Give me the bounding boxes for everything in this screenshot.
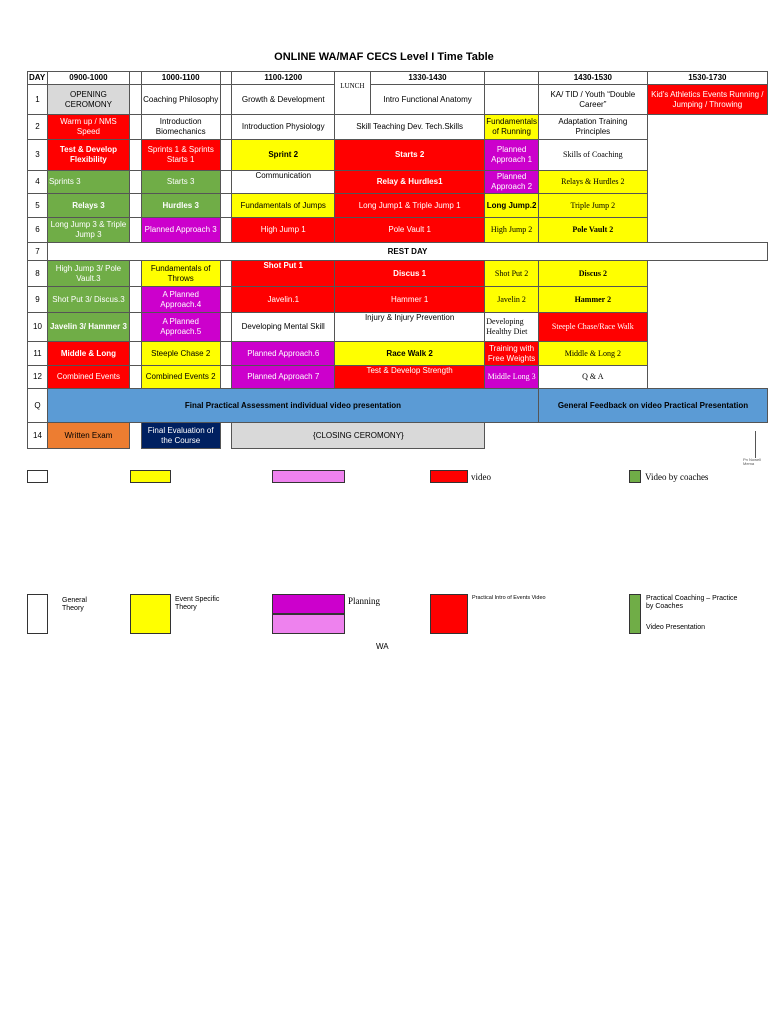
cell-middle-long: Middle & Long bbox=[47, 342, 129, 366]
day-number: 11 bbox=[28, 342, 48, 366]
cell-discus-2: Discus 2 bbox=[538, 261, 647, 287]
cell-sprints-3: Sprints 3 bbox=[47, 171, 129, 194]
cell-combined-events: Combined Events bbox=[47, 366, 129, 389]
day-number: 7 bbox=[28, 243, 48, 261]
legend-practical-coaching-swatch bbox=[629, 594, 641, 634]
header-slot1: 0900-1000 bbox=[47, 72, 129, 85]
header-slot4: 1330-1430 bbox=[370, 72, 485, 85]
header-slot3: 1100-1200 bbox=[232, 72, 335, 85]
legend-general-label: General Theory bbox=[62, 597, 87, 613]
cell-pole-vault-1: Pole Vault 1 bbox=[335, 218, 485, 243]
cell-planned-approach-6: Planned Approach.6 bbox=[232, 342, 335, 366]
cell-javelin-3: Javelin 3/ Hammer 3 bbox=[47, 313, 129, 342]
cell-planned-approach-2: Planned Approach 2 bbox=[485, 171, 539, 194]
final-assessment: Final Practical Assessment individual video presentation bbox=[47, 389, 538, 423]
day-row-2 bbox=[28, 115, 768, 140]
cell-written-exam: Written Exam bbox=[47, 423, 129, 449]
cell-planned-approach-3: Planned Approach 3 bbox=[141, 218, 220, 243]
cell-skill-teaching: Skill Teaching Dev. Tech.Skills bbox=[335, 115, 485, 140]
cell-long-triple-jump-1: Long Jump1 & Triple Jump 1 bbox=[335, 194, 485, 218]
cell-mental-skill: Developing Mental Skill bbox=[232, 313, 335, 342]
cell-free-weights: Training with Free Weights bbox=[485, 342, 539, 366]
cell-test-strength: Test & Develop Strength bbox=[335, 366, 485, 389]
day-number: 4 bbox=[28, 171, 48, 194]
cell-hammer-2: Hammer 2 bbox=[538, 287, 647, 313]
footer-wa: WA bbox=[376, 642, 389, 651]
cell-pole-vault-2: Pole Vault 2 bbox=[538, 218, 647, 243]
cell-intro-biomechanics: Introduction Biomechanics bbox=[141, 115, 220, 140]
cell-javelin-2: Javelin 2 bbox=[485, 287, 539, 313]
day-number: 5 bbox=[28, 194, 48, 218]
day-number: 1 bbox=[28, 85, 48, 115]
legend-pink-swatch bbox=[272, 470, 345, 483]
cell-fundamentals-throws: Fundamentals of Throws bbox=[141, 261, 220, 287]
cell-race-walk-2: Race Walk 2 bbox=[335, 342, 485, 366]
cell-long-triple-jump-3: Long Jump 3 & Triple Jump 3 bbox=[47, 218, 129, 243]
cell-combined-events-2: Combined Events 2 bbox=[141, 366, 220, 389]
timetable bbox=[27, 71, 768, 449]
cell-functional-anatomy: Intro Functional Anatomy bbox=[370, 85, 485, 115]
day-row-7 bbox=[28, 243, 768, 261]
cell-discus-1: Discus 1 bbox=[335, 261, 485, 287]
cell-middle-long-2: Middle & Long 2 bbox=[538, 342, 647, 366]
page-title: ONLINE WA/MAF CECS Level I Time Table bbox=[274, 51, 494, 63]
day-number: 3 bbox=[28, 140, 48, 171]
header-slot5: 1430-1530 bbox=[538, 72, 647, 85]
cell-planned-approach-7: Planned Approach 7 bbox=[232, 366, 335, 389]
cell-test-flexibility: Test & Develop Flexibility bbox=[47, 140, 129, 171]
legend-video-coaches-label: Video by coaches bbox=[645, 472, 709, 482]
day-row-10 bbox=[28, 313, 768, 342]
legend-planning-label: Planning bbox=[348, 596, 381, 606]
rest-day: REST DAY bbox=[47, 243, 767, 261]
header-slot6: 1530-1730 bbox=[647, 72, 767, 85]
cell-relays-hurdles-2: Relays & Hurdles 2 bbox=[538, 171, 647, 194]
legend-practical-intro-label: Practical Intro of Events Video bbox=[472, 595, 546, 601]
header-day: DAY bbox=[28, 72, 48, 85]
row-q bbox=[28, 389, 768, 423]
cell-kids-athletics: Kid’s Athletics Events Running / Jumping / Throwing bbox=[647, 85, 767, 115]
legend-practical-coaching-label: Practical Coaching – Practice by Coaches bbox=[646, 595, 738, 611]
day-row-4 bbox=[28, 171, 768, 194]
legend-red-swatch bbox=[430, 470, 468, 483]
tiny-note: Pn Nowell Mema bbox=[743, 457, 762, 467]
day-row-3 bbox=[28, 140, 768, 171]
legend-event-specific-label: Event Specific Theory bbox=[175, 596, 220, 612]
cell-sprint-2: Sprint 2 bbox=[232, 140, 335, 171]
cell-triple-jump-2: Triple Jump 2 bbox=[538, 194, 647, 218]
day-row-8 bbox=[28, 261, 768, 287]
cell-relays-3: Relays 3 bbox=[47, 194, 129, 218]
cell-warm-up: Warm up / NMS Speed bbox=[47, 115, 129, 140]
day-number: 14 bbox=[28, 423, 48, 449]
cell-adaptation-training: Adaptation Training Principles bbox=[538, 115, 647, 140]
legend-video-presentation-label: Video Presentation bbox=[646, 624, 706, 631]
legend-event-specific-swatch bbox=[130, 594, 171, 634]
day-label-q: Q bbox=[28, 389, 48, 423]
cell-sprints-1: Sprints 1 & Sprints Starts 1 bbox=[141, 140, 220, 171]
legend-practical-intro-swatch bbox=[430, 594, 468, 634]
cell-starts-3: Starts 3 bbox=[141, 171, 220, 194]
cell-fundamentals-jumps: Fundamentals of Jumps bbox=[232, 194, 335, 218]
cell-coaching-philosophy: Coaching Philosophy bbox=[141, 85, 220, 115]
cell-growth-development: Growth & Development bbox=[232, 85, 335, 115]
cell-hammer-1: Hammer 1 bbox=[335, 287, 485, 313]
cell-skills-coaching: Skills of Coaching bbox=[538, 140, 647, 171]
cell-planned-approach-4: A Planned Approach.4 bbox=[141, 287, 220, 313]
day-number: 12 bbox=[28, 366, 48, 389]
cell-planned-approach-1: Planned Approach 1 bbox=[485, 140, 539, 171]
day-number: 10 bbox=[28, 313, 48, 342]
cell-steeple-race-walk: Steeple Chase/Race Walk bbox=[538, 313, 647, 342]
cell-q-and-a: Q & A bbox=[538, 366, 647, 389]
cell-healthy-diet: Developing Healthy Diet bbox=[485, 313, 539, 342]
day-row-14 bbox=[28, 423, 768, 449]
cell-shot-put-2: Shot Put 2 bbox=[485, 261, 539, 287]
cell-final-evaluation: Final Evaluation of the Course bbox=[141, 423, 220, 449]
day-number: 6 bbox=[28, 218, 48, 243]
day-row-6 bbox=[28, 218, 768, 243]
closing-ceremony: {CLOSING CEROMONY} bbox=[232, 423, 485, 449]
legend-white-swatch bbox=[27, 470, 48, 483]
legend-planning-swatch-dark bbox=[272, 594, 345, 614]
day-row-11 bbox=[28, 342, 768, 366]
cell-relay-hurdles-1: Relay & Hurdles1 bbox=[335, 171, 485, 194]
day-row-5 bbox=[28, 194, 768, 218]
cell-high-jump-3: High Jump 3/ Pole Vault.3 bbox=[47, 261, 129, 287]
cell-javelin-1: Javelin.1 bbox=[232, 287, 335, 313]
legend-green-swatch bbox=[629, 470, 641, 483]
day-number: 8 bbox=[28, 261, 48, 287]
cell-hurdles-3: Hurdles 3 bbox=[141, 194, 220, 218]
header-slot2: 1000-1100 bbox=[141, 72, 220, 85]
cell-starts-2: Starts 2 bbox=[335, 140, 485, 171]
cell-high-jump-1: High Jump 1 bbox=[232, 218, 335, 243]
cell-planned-approach-5: A Planned Approach.5 bbox=[141, 313, 220, 342]
cell-fundamentals-running: Fundamentals of Running bbox=[485, 115, 539, 140]
cell-opening-ceremony: OPENING CEROMONY bbox=[47, 85, 129, 115]
day-row-12 bbox=[28, 366, 768, 389]
cell-communication: Communication bbox=[232, 171, 335, 194]
cell-injury-prevention: Injury & Injury Prevention bbox=[335, 313, 485, 342]
general-feedback: General Feedback on video Practical Presentation bbox=[538, 389, 767, 423]
cell-ka-tid-youth: KA/ TID / Youth “Double Career” bbox=[538, 85, 647, 115]
day-number: 2 bbox=[28, 115, 48, 140]
legend-general-swatch bbox=[27, 594, 48, 634]
cell-shot-put-1: Shot Put 1 bbox=[232, 261, 335, 287]
day-row-9 bbox=[28, 287, 768, 313]
day-row-1 bbox=[28, 85, 768, 115]
cell-middle-long-3: Middle Long 3 bbox=[485, 366, 539, 389]
cell-shot-put-3: Shot Put 3/ Discus.3 bbox=[47, 287, 129, 313]
legend-planning-swatch-light bbox=[272, 614, 345, 634]
header-row bbox=[28, 72, 768, 85]
day-number: 9 bbox=[28, 287, 48, 313]
cell-steeple-chase-2: Steeple Chase 2 bbox=[141, 342, 220, 366]
cell-long-jump-2: Long Jump.2 bbox=[485, 194, 539, 218]
legend-yellow-swatch bbox=[130, 470, 171, 483]
cell-high-jump-2: High Jump 2 bbox=[485, 218, 539, 243]
lunch-label: LUNCH bbox=[335, 72, 371, 115]
legend-video-label: video bbox=[471, 472, 491, 482]
cell-intro-physiology: Introduction Physiology bbox=[232, 115, 335, 140]
